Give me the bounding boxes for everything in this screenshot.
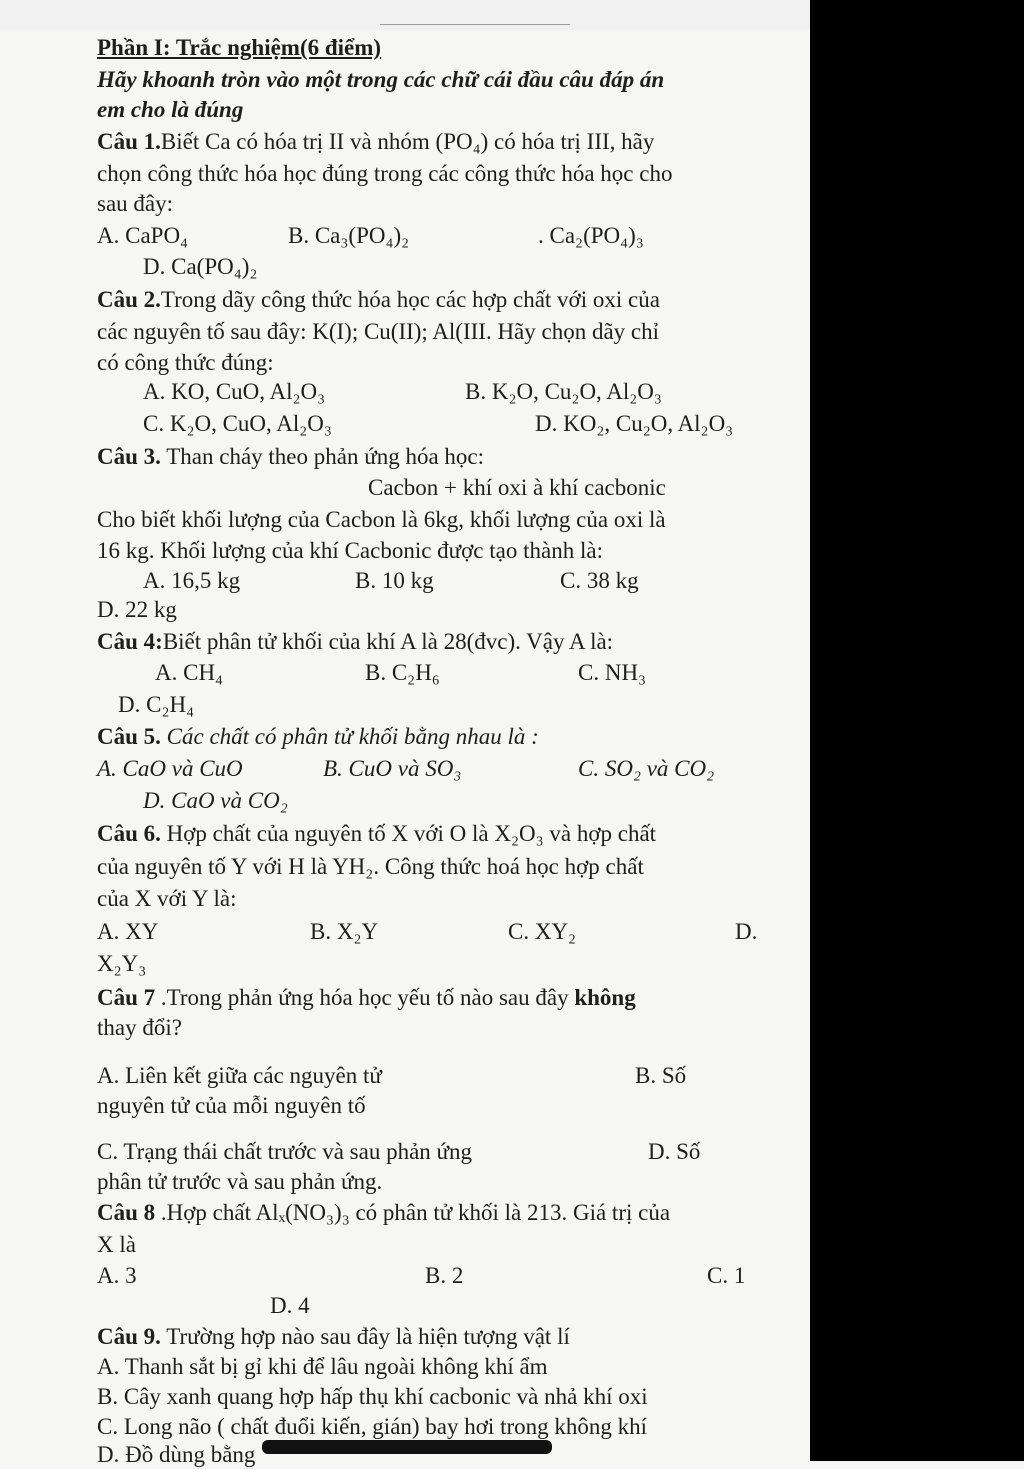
answer-option[interactable]: D. Đồ dùng bằng <box>97 1442 256 1467</box>
answer-option[interactable]: C. 1 <box>707 1263 746 1288</box>
question-5 <box>97 723 539 751</box>
question-1 <box>97 128 654 156</box>
question-text: Biết Ca có hóa trị II và nhóm (PO₄) có hóa trị III, hãy <box>160 129 655 154</box>
answer-option-continued: X₂Y₃ <box>97 951 147 976</box>
answer-option[interactable]: A. XY <box>97 919 159 944</box>
question-text: Hợp chất của nguyên tố X với O là X₂O₃ và hợp chất <box>160 821 657 846</box>
question-text: Cho biết khối lượng của Cacbon là 6kg, khối lượng của oxi là <box>97 507 666 532</box>
question-7 <box>97 984 636 1012</box>
answer-option[interactable]: B. 10 kg <box>355 568 434 593</box>
instruction: em cho là đúng <box>97 97 244 122</box>
answer-option[interactable]: C. Trạng thái chất trước và sau phản ứng <box>97 1139 473 1164</box>
reaction-equation: Cacbon + khí oxi à khí cacbonic <box>368 475 666 500</box>
dark-side-panel <box>810 0 1024 1461</box>
question-text: của nguyên tố Y với H là YH₂. Công thức hoá học hợp chất <box>97 854 644 879</box>
top-divider <box>380 24 570 25</box>
question-text: Than cháy theo phản ứng hóa học: <box>160 444 484 469</box>
answer-option[interactable]: C. SO₂ và CO₂ <box>578 756 715 781</box>
answer-option[interactable]: B. Số <box>635 1063 687 1088</box>
answer-option[interactable]: B. K₂O, Cu₂O, Al₂O₃ <box>465 379 662 404</box>
question-6 <box>97 820 656 848</box>
question-text: 16 kg. Khối lượng của khí Cacbonic được tạo thành là: <box>97 538 603 563</box>
question-label: Câu 1. <box>97 129 161 154</box>
question-text: chọn công thức hóa học đúng trong các công thức hóa học cho <box>97 161 673 186</box>
answer-option[interactable]: D. <box>735 919 758 944</box>
question-4 <box>97 628 613 656</box>
answer-option[interactable]: B. 2 <box>425 1263 464 1288</box>
answer-option[interactable]: C. NH₃ <box>578 660 647 685</box>
answer-option-continued: phân tử trước và sau phản ứng. <box>97 1169 383 1194</box>
question-text: thay đổi? <box>97 1015 182 1040</box>
answer-option[interactable]: A. 3 <box>97 1263 137 1288</box>
answer-option[interactable]: B. CuO và SO₃ <box>323 756 462 781</box>
answer-option[interactable]: D. C₂H₄ <box>118 692 195 717</box>
question-2 <box>97 286 660 314</box>
question-text: có công thức đúng: <box>97 350 274 375</box>
instruction: Hãy khoanh tròn vào một trong các chữ cái đầu câu đáp án <box>97 67 665 92</box>
answer-option[interactable]: B. Ca₃(PO₄)₂ <box>288 223 410 248</box>
answer-option[interactable]: D. KO₂, Cu₂O, Al₂O₃ <box>535 411 734 436</box>
section-title: Phần I: Trắc nghiệm(6 điểm) <box>97 35 382 60</box>
pen-scribble <box>262 1440 552 1454</box>
answer-option[interactable]: D. 22 kg <box>97 597 177 622</box>
answer-option[interactable]: D. 4 <box>270 1293 310 1318</box>
question-text: của X với Y là: <box>97 886 237 911</box>
answer-option[interactable]: A. KO, CuO, Al₂O₃ <box>143 379 326 404</box>
answer-option[interactable]: C. K₂O, CuO, Al₂O₃ <box>143 411 332 436</box>
question-label: Câu 5. <box>97 724 161 749</box>
answer-option-continued: nguyên tử của mỗi nguyên tố <box>97 1093 366 1118</box>
question-label: Câu 2. <box>97 287 161 312</box>
question-label: Câu 6. <box>97 821 161 846</box>
question-text: Trường hợp nào sau đây là hiện tượng vật lí <box>160 1324 570 1349</box>
answer-option[interactable]: B. C₂H₆ <box>365 660 440 685</box>
answer-option[interactable]: D. CaO và CO₂ <box>143 788 288 813</box>
answer-option[interactable]: . Ca₂(PO₄)₃ <box>538 223 644 248</box>
question-label: Câu 4: <box>97 629 163 654</box>
answer-option[interactable]: A. CaO và CuO <box>97 756 243 781</box>
question-label: Câu 7 <box>97 985 156 1010</box>
answer-option[interactable]: B. Cây xanh quang hợp hấp thụ khí cacbonic và nhả khí oxi <box>97 1384 648 1409</box>
answer-option[interactable]: A. Thanh sắt bị gỉ khi để lâu ngoài không khí ẩm <box>97 1354 548 1379</box>
top-bar <box>0 0 810 30</box>
answer-option[interactable]: A. CaPO₄ <box>97 223 189 248</box>
answer-option[interactable]: A. Liên kết giữa các nguyên tử <box>97 1063 382 1088</box>
question-text: Các chất có phân tử khối bằng nhau là : <box>160 724 539 749</box>
answer-option[interactable]: B. X₂Y <box>310 919 379 944</box>
question-text: các nguyên tố sau đây: K(I); Cu(II); Al(III. Hãy chọn dãy chỉ <box>97 319 660 344</box>
answer-option[interactable]: C. 38 kg <box>560 568 639 593</box>
question-text: Trong dãy công thức hóa học các hợp chất với oxi của <box>160 287 660 312</box>
question-text: .Trong phản ứng hóa học yếu tố nào sau đây <box>155 985 575 1010</box>
question-text: sau đây: <box>97 191 174 216</box>
question-8 <box>97 1199 670 1227</box>
answer-option[interactable]: A. CH₄ <box>155 660 224 685</box>
question-3 <box>97 443 484 471</box>
question-label: Câu 8 <box>97 1200 156 1225</box>
answer-option[interactable]: D. Ca(PO₄)₂ <box>143 254 258 279</box>
question-text: .Hợp chất Alₓ(NO₃)₃ có phân tử khối là 213. Giá trị của <box>155 1200 671 1225</box>
answer-option[interactable]: A. 16,5 kg <box>143 568 241 593</box>
question-9 <box>97 1323 570 1351</box>
answer-option[interactable]: C. XY₂ <box>508 919 577 944</box>
question-text: X là <box>97 1232 136 1257</box>
answer-option[interactable]: D. Số <box>648 1139 701 1164</box>
question-label: Câu 3. <box>97 444 161 469</box>
answer-option[interactable]: C. Long não ( chất đuổi kiến, gián) bay hơi trong không khí <box>97 1414 648 1439</box>
question-text: Biết phân tử khối của khí A là 28(đvc). Vậy A là: <box>162 629 614 654</box>
question-label: Câu 9. <box>97 1324 161 1349</box>
question-emphasis: không <box>574 985 636 1010</box>
